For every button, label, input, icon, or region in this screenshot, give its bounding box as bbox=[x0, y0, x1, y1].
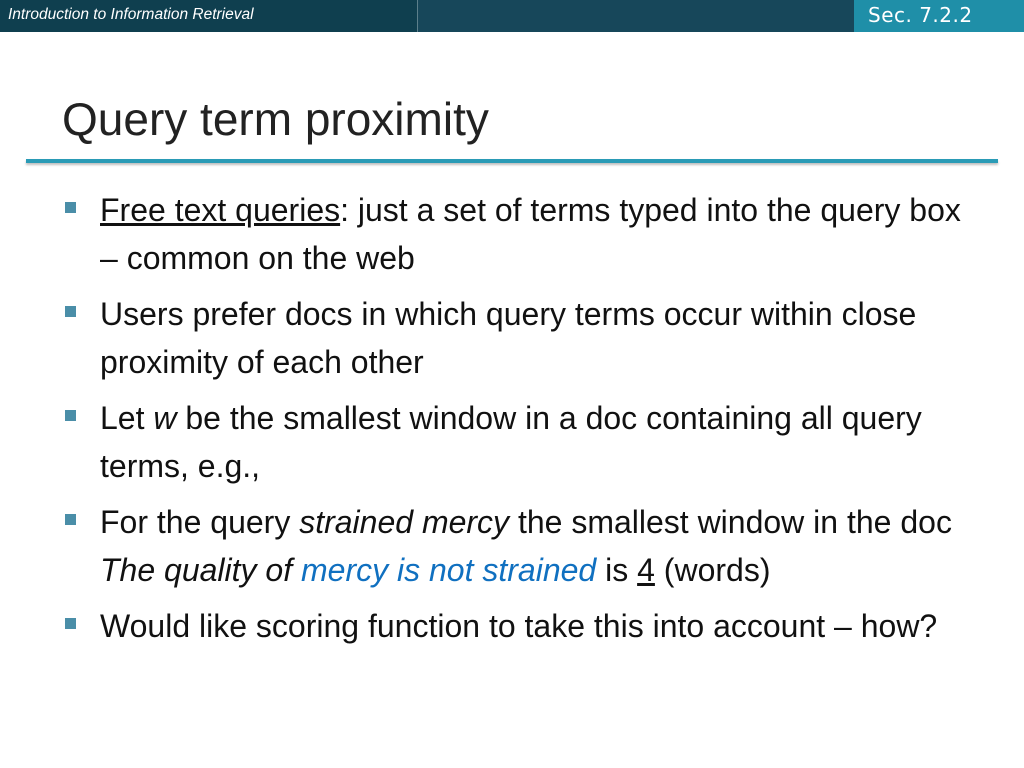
course-title-box bbox=[0, 0, 418, 32]
doc-example-window: mercy is not strained bbox=[301, 552, 597, 588]
bullet-item bbox=[62, 394, 962, 490]
query-example: strained mercy bbox=[299, 504, 510, 540]
title-divider bbox=[26, 159, 998, 163]
bullet-item bbox=[62, 186, 962, 282]
bullet-text: : just a set of terms typed into the query box – common on the web bbox=[100, 192, 961, 276]
square-bullet-icon bbox=[65, 202, 76, 213]
window-size: 4 bbox=[637, 552, 655, 588]
variable-w: w bbox=[153, 400, 177, 436]
slide-title: Query term proximity bbox=[62, 93, 489, 145]
bullet-text: Would like scoring function to take this into account – how? bbox=[100, 608, 938, 644]
bullet-item bbox=[62, 602, 962, 650]
bullet-text: For the query bbox=[100, 504, 300, 540]
square-bullet-icon bbox=[65, 618, 76, 629]
bullet-text: Users prefer docs in which query terms occur within close proximity of each other bbox=[100, 296, 917, 380]
bullet-text: (words) bbox=[654, 552, 771, 588]
doc-example-prefix: The quality of bbox=[100, 552, 293, 588]
bullet-list bbox=[62, 186, 962, 658]
square-bullet-icon bbox=[65, 514, 76, 525]
bullet-text: Let bbox=[100, 400, 154, 436]
course-title: Introduction to Information Retrieval bbox=[8, 6, 254, 23]
bullet-item bbox=[62, 290, 962, 386]
header-bar bbox=[0, 0, 1024, 32]
bullet-text: be the smallest window in a doc containing all query terms, e.g., bbox=[100, 400, 922, 484]
bullet-text: the smallest window in the doc bbox=[509, 504, 952, 540]
space bbox=[292, 552, 301, 588]
section-number: Sec. 7.2.2 bbox=[868, 3, 973, 27]
term-free-text-queries: Free text queries bbox=[100, 192, 341, 228]
bullet-item bbox=[62, 498, 962, 594]
square-bullet-icon bbox=[65, 306, 76, 317]
bullet-text: is bbox=[596, 552, 638, 588]
square-bullet-icon bbox=[65, 410, 76, 421]
section-box bbox=[854, 0, 1024, 32]
